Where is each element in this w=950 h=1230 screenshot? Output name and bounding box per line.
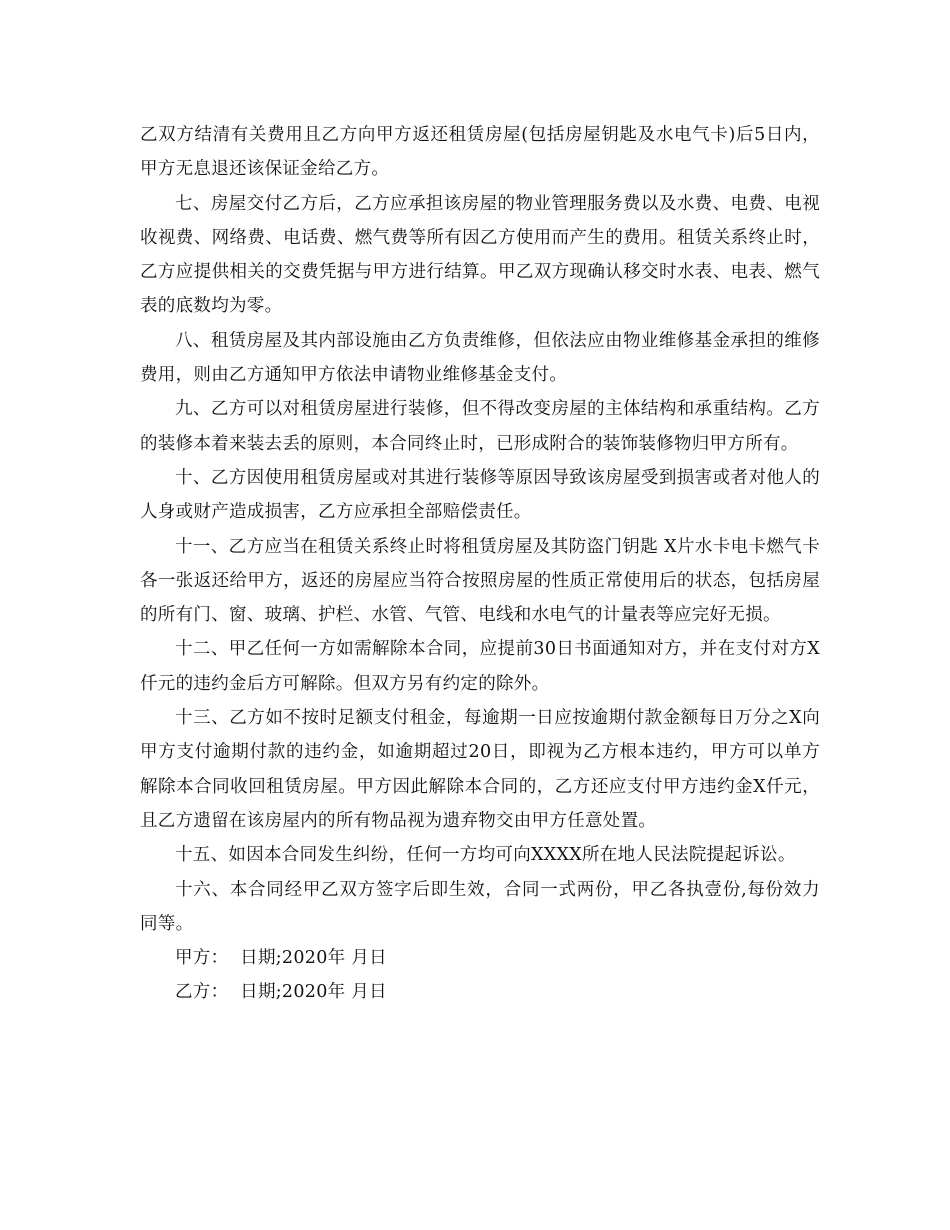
paragraph-clause-13: 十三、乙方如不按时足额支付租金，每逾期一日应按逾期付款金额每日万分之X向甲方支付逾期付款的违约金，如逾期超过20日，即视为乙方根本违约，甲方可以单方解除本合同收回租赁房屋。甲方因此解除本合同的，乙方还应支付甲方违约金X仟元，且乙方遗留在该房屋内的所有物品视为遗弃物交由甲方任意处置。 [140, 708, 820, 831]
signature-line-party-a [140, 941, 820, 975]
paragraph-clause-10: 十、乙方因使用租赁房屋或对其进行装修等原因导致该房屋受到损害或者对他人的人身或财产造成损害，乙方应承担全部赔偿责任。 [140, 467, 820, 523]
paragraph-deposit-return: 乙双方结清有关费用且乙方向甲方返还租赁房屋(包括房屋钥匙及水电气卡)后5日内，甲方无息退还该保证金给乙方。 [140, 125, 820, 180]
paragraph-clause-9: 九、乙方可以对租赁房屋进行装修，但不得改变房屋的主体结构和承重结构。乙方的装修本着来装去丢的原则，本合同终止时，已形成附合的装饰装修物归甲方所有。 [140, 399, 820, 454]
party-a-label: 甲方： [175, 948, 229, 969]
paragraph-clause-16: 十六、本合同经甲乙双方签字后即生效，合同一式两份，甲乙各执壹份,每份效力同等。 [140, 879, 820, 934]
contract-body [140, 118, 820, 1010]
paragraph-clause-12: 十二、甲乙任何一方如需解除本合同，应提前30日书面通知对方，并在支付对方X仟元的违约金后方可解除。但双方另有约定的除外。 [140, 639, 820, 694]
party-b-label: 乙方： [175, 982, 229, 1003]
paragraph-clause-11: 十一、乙方应当在租赁关系终止时将租赁房屋及其防盗门钥匙 X片水卡电卡燃气卡各一张返还给甲方，返还的房屋应当符合按照房屋的性质正常使用后的状态，包括房屋的所有门、窗、玻璃、护栏、水管、气管、电线和水电气的计量表等应完好无损。 [140, 536, 820, 626]
paragraph-clause-8: 八、租赁房屋及其内部设施由乙方负责维修，但依法应由物业维修基金承担的维修费用，则由乙方通知甲方依法申请物业维修基金支付。 [140, 330, 820, 386]
paragraph-clause-15: 十五、如因本合同发生纠纷，任何一方均可向XXXX所在地人民法院提起诉讼。 [175, 845, 796, 866]
party-b-date: 日期;2020年 月日 [240, 982, 387, 1003]
paragraph-clause-7: 七、房屋交付乙方后，乙方应承担该房屋的物业管理服务费以及水费、电费、电视收视费、网络费、电话费、燃气费等所有因乙方使用而产生的费用。租赁关系终止时，乙方应提供相关的交费凭据与甲方进行结算。甲乙双方现确认移交时水表、电表、燃气表的底数均为零。 [140, 193, 820, 317]
party-a-date: 日期;2020年 月日 [240, 948, 387, 969]
signature-line-party-b [140, 975, 820, 1009]
